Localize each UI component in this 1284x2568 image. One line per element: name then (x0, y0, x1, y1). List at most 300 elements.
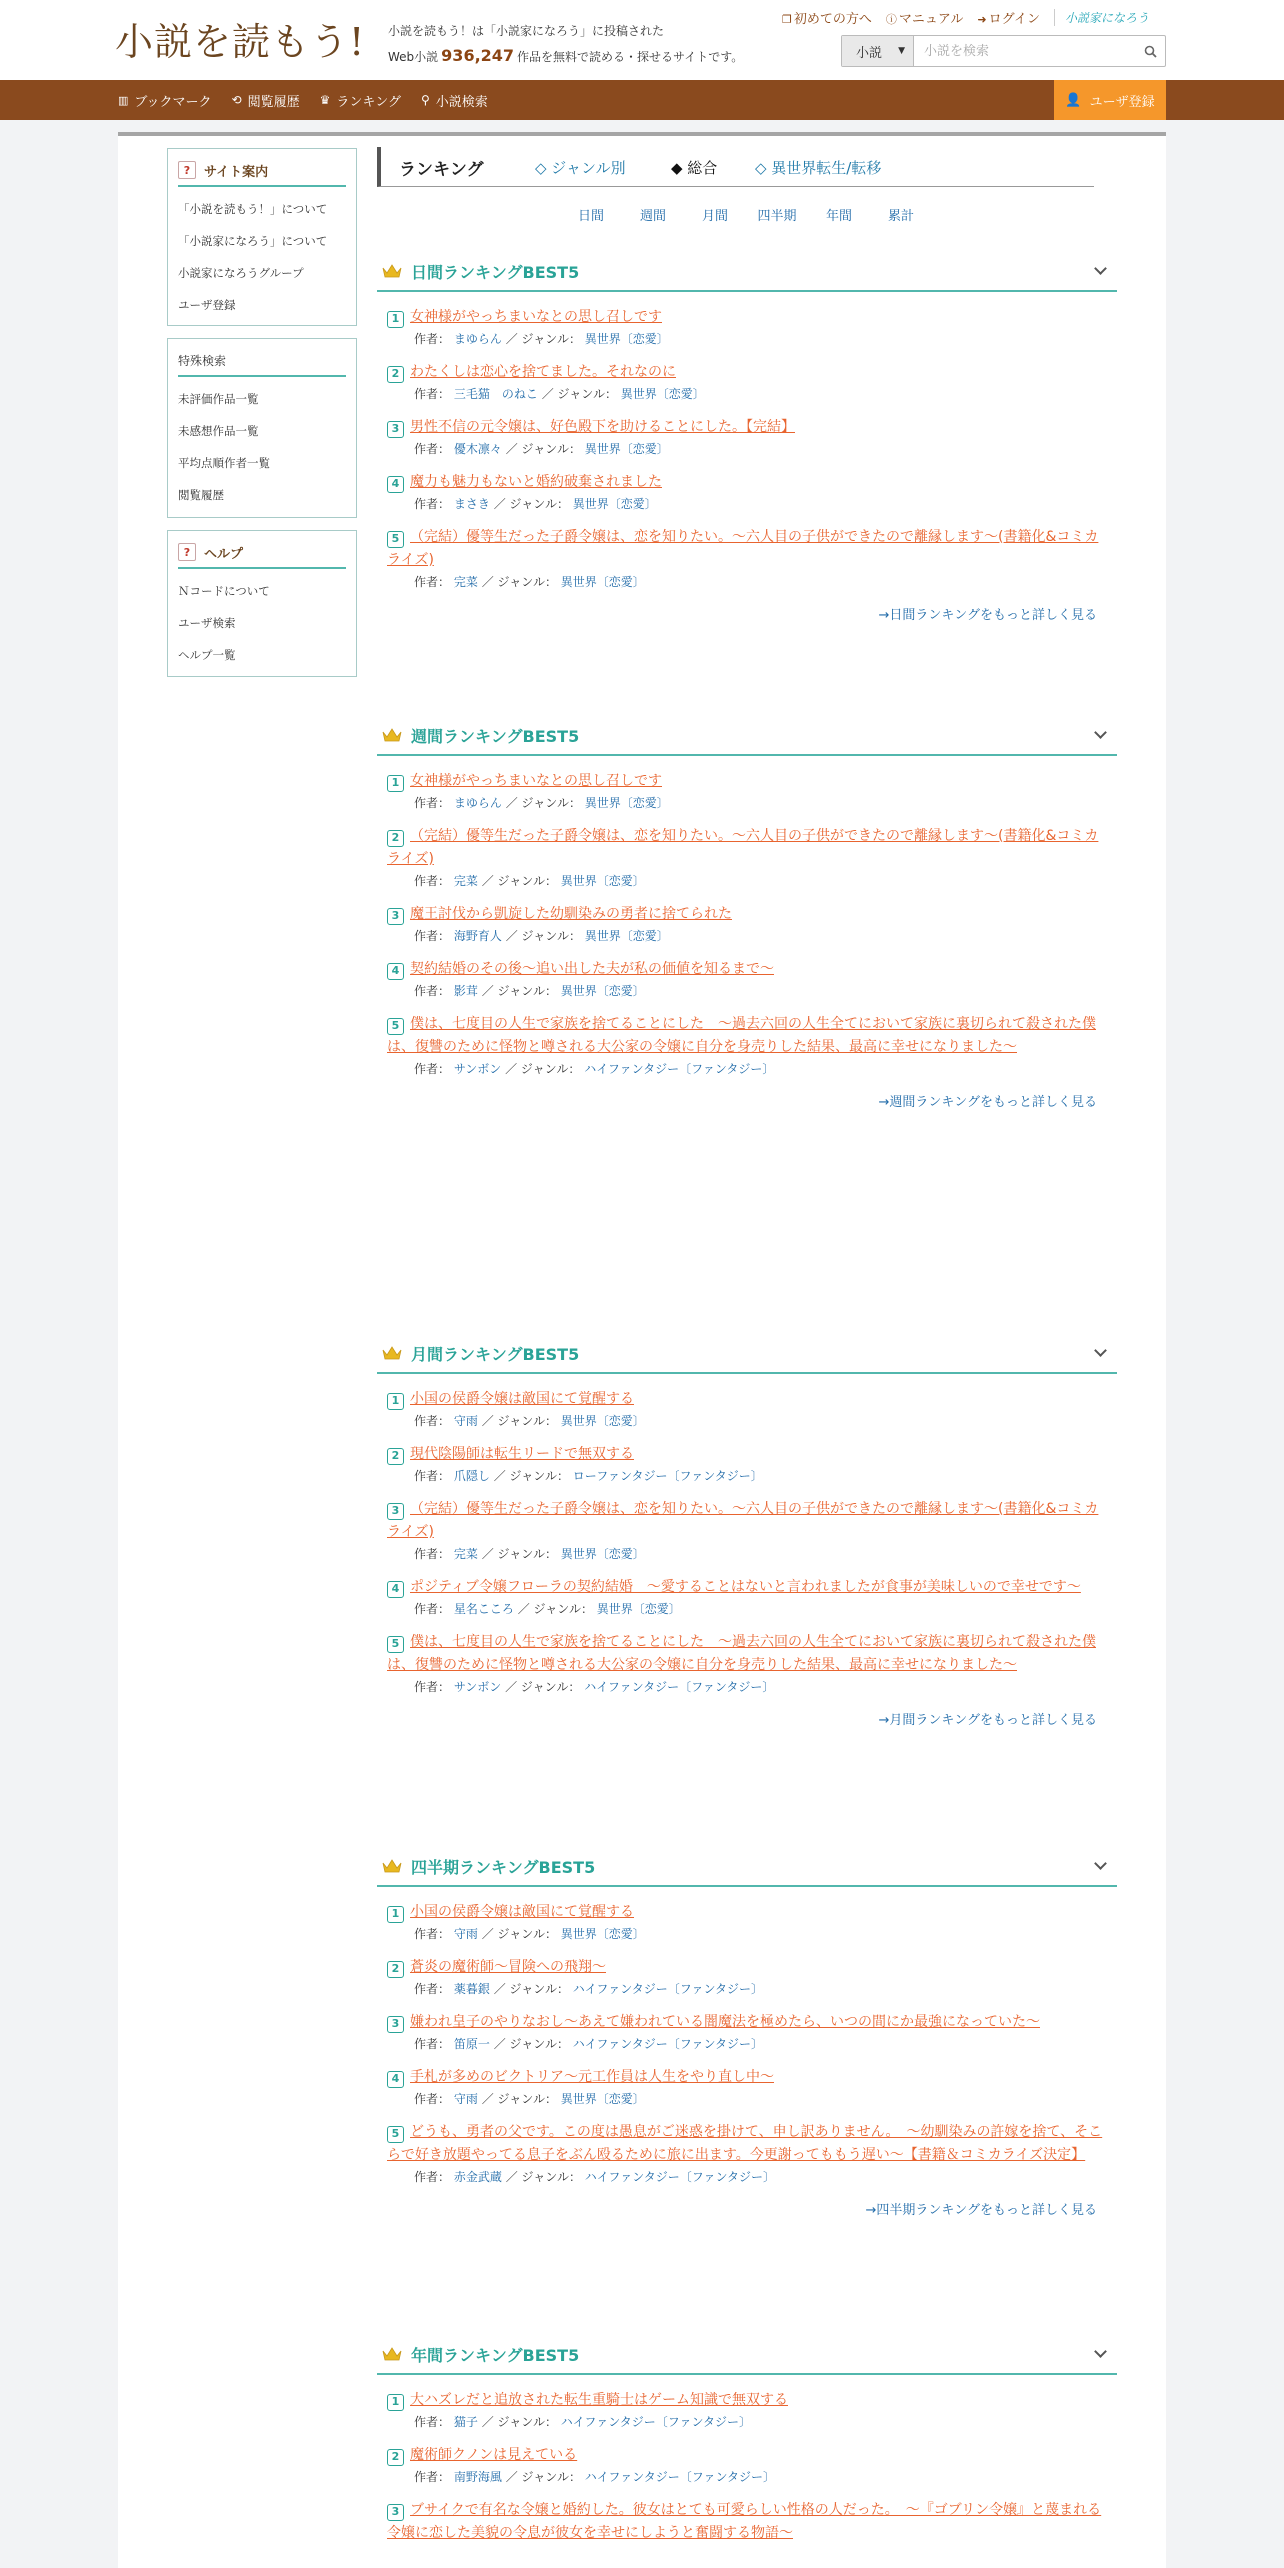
genre-link[interactable]: 異世界〔恋愛〕 (584, 332, 669, 346)
genre-link[interactable]: ハイファンタジー〔ファンタジー〕 (584, 1680, 775, 1694)
rank-number: 3 (387, 2504, 404, 2521)
naro-site-link[interactable]: 小説家になろう (1054, 9, 1149, 26)
section-title: 日間ランキングBEST5 (411, 262, 580, 282)
novel-title: 手札が多めのビクトリア〜元工作員は人生をやり直し中〜 (410, 2069, 774, 2085)
genre-link[interactable]: 異世界〔恋愛〕 (584, 442, 669, 456)
genre-label: ／ ジャンル： (481, 1927, 557, 1941)
more-ranking-link[interactable]: →四半期ランキングをもっと詳しく見る (865, 2203, 1097, 2218)
search-form (841, 35, 1166, 67)
help-title: ヘルプ (204, 546, 244, 562)
entry-meta (414, 1467, 1109, 1484)
period-monthly[interactable]: 月間 (701, 209, 728, 224)
author-label: 作者： (414, 929, 451, 943)
section-header[interactable] (377, 1847, 1117, 1887)
novel-title: 魔王討伐から凱旋した幼馴染みの勇者に捨てられた (410, 906, 732, 922)
section-header[interactable] (377, 252, 1117, 292)
novel-title-link[interactable] (387, 526, 1109, 572)
novel-title: どうも、勇者の父です。この度は愚息がご迷惑を掛けて、申し訳ありません。 〜幼馴染みの許嫁を捨て、そこらで好き放題やってる息子をぶん殴るために旅に出ます。今更謝ってももう遅い～【書籍＆コミカライズ決定】 (387, 2124, 1103, 2163)
genre-label: ／ ジャンル： (541, 387, 617, 401)
author-label: 作者： (414, 1602, 451, 1616)
ranking-entry (387, 416, 1109, 457)
novel-title-link[interactable] (387, 1901, 1109, 1924)
rank-number: 2 (387, 366, 404, 383)
search-icon: ⚲ (420, 93, 430, 107)
beginners-link[interactable] (782, 8, 872, 27)
novel-title-link[interactable] (387, 903, 1109, 926)
section-header[interactable] (377, 1334, 1117, 1374)
beginners-link-label: 初めての方へ (793, 12, 872, 27)
ranking-section (377, 1847, 1117, 2218)
rank-number: 5 (387, 1018, 404, 1035)
ranking-entry (387, 770, 1109, 811)
more-ranking-link[interactable]: →月間ランキングをもっと詳しく見る (878, 1713, 1097, 1728)
genre-link[interactable]: 異世界〔恋愛〕 (560, 1414, 645, 1428)
rank-number: 4 (387, 2071, 404, 2088)
genre-link[interactable]: 異世界〔恋愛〕 (584, 796, 669, 810)
main-nav (0, 80, 1284, 120)
section-title: 年間ランキングBEST5 (411, 2345, 580, 2365)
rank-number: 1 (387, 2394, 404, 2411)
novel-title: 大ハズレだと追放された転生重騎士はゲーム知識で無双する (410, 2392, 788, 2408)
entry-meta (414, 495, 1109, 512)
author-link[interactable]: 影茸 (453, 984, 478, 998)
tagline-suffix: 作品を無料で読める・探せるサイトです。 (517, 50, 744, 64)
novel-title-link[interactable] (387, 471, 1109, 494)
entry-meta (414, 440, 1109, 457)
rank-number: 2 (387, 2449, 404, 2466)
rank-number: 3 (387, 908, 404, 925)
genre-link[interactable]: 異世界〔恋愛〕 (560, 1547, 645, 1561)
novel-title-link[interactable] (387, 2499, 1109, 2545)
genre-link[interactable]: 異世界〔恋愛〕 (584, 929, 669, 943)
login-link[interactable] (977, 8, 1040, 27)
entry-meta (414, 1678, 1109, 1695)
novel-title: ブサイクで有名な令嬢と婚約した。彼女はとても可愛らしい性格の人だった。 ～『ゴブリン令嬢』と蔑まれる令嬢に恋した美貌の令息が彼女を幸せにしようと奮闘する物語～ (387, 2502, 1102, 2541)
sidebar-item-history[interactable]: 閲覧履歴 (178, 488, 224, 502)
bookmark-icon: ▥ (118, 93, 129, 107)
author-label: 作者： (414, 1414, 451, 1428)
search-button[interactable] (1135, 36, 1165, 66)
novel-title-link[interactable] (387, 361, 1109, 384)
genre-link[interactable]: 異世界〔恋愛〕 (560, 575, 645, 589)
author-link[interactable]: 守雨 (453, 2092, 478, 2106)
sidebar-item-about-yomou[interactable]: 「小説を読もう！」について (178, 202, 328, 216)
author-link[interactable]: まゆらん (453, 332, 502, 346)
sidebar-help (167, 530, 357, 677)
crown-icon (381, 1858, 403, 1874)
author-label: 作者： (414, 2092, 451, 2106)
sidebar-special-search (167, 338, 357, 518)
period-links (560, 205, 932, 224)
sidebar-item-help-list[interactable]: ヘルプ一覧 (178, 648, 236, 662)
sidebar-item-about-narou[interactable]: 「小説家になろう」について (178, 234, 328, 248)
chevron-down-icon[interactable] (1094, 726, 1107, 739)
book-icon: ❐ (782, 13, 792, 26)
novel-title: （完結）優等生だった子爵令嬢は、恋を知りたい。～六人目の子供ができたので離縁します～(書籍化&コミカライズ) (387, 1501, 1099, 1540)
novel-title: 嫌われ皇子のやりなおし～あえて嫌われている闇魔法を極めたら、いつの間にか最強になっていた～ (410, 2014, 1040, 2030)
period-daily[interactable]: 日間 (577, 209, 604, 224)
rank-number: 1 (387, 311, 404, 328)
ranking-entry (387, 306, 1109, 347)
section-header[interactable] (377, 716, 1117, 756)
sidebar-item-no-review[interactable]: 未感想作品一覧 (178, 424, 259, 438)
section-title: 四半期ランキングBEST5 (411, 1857, 596, 1877)
nav-bookmark[interactable] (118, 91, 212, 110)
crown-icon (381, 727, 403, 743)
ranking-section (377, 716, 1117, 1110)
entry-meta (414, 1060, 1109, 1077)
more-ranking-link[interactable]: →週間ランキングをもっと詳しく見る (878, 1095, 1097, 1110)
ranking-entry (387, 1576, 1109, 1617)
tab-isekai[interactable]: ◇ 異世界転生/転移 (755, 159, 882, 177)
entry-meta (414, 2168, 1109, 2185)
register-label: ユーザ登録 (1089, 94, 1155, 110)
novel-title: 小国の侯爵令嬢は敵国にて覚醒する (410, 1904, 634, 1920)
author-link[interactable]: 守雨 (453, 1414, 478, 1428)
novel-title-link[interactable] (387, 1576, 1109, 1599)
site-guide-heading (178, 155, 346, 187)
author-label: 作者： (414, 2170, 451, 2184)
genre-link[interactable]: ローファンタジー〔ファンタジー〕 (572, 1469, 763, 1483)
genre-label: ／ ジャンル： (481, 1414, 557, 1428)
ranking-section (377, 2335, 1117, 2559)
novel-title: 魔力も魅力もないと婚約破棄されました (410, 474, 662, 490)
rank-number: 2 (387, 1448, 404, 1465)
sidebar-item-user-register[interactable]: ユーザ登録 (178, 298, 236, 312)
novel-title-link[interactable] (387, 2389, 1109, 2412)
author-label: 作者： (414, 874, 451, 888)
genre-label: ／ ジャンル： (505, 2170, 581, 2184)
chevron-down-icon: ▼ (898, 46, 905, 56)
entry-meta (414, 385, 1109, 402)
chevron-down-icon[interactable] (1094, 2345, 1107, 2358)
entry-meta (414, 927, 1109, 944)
logo-text: 小説を読もう! (115, 20, 366, 64)
author-link[interactable]: 爪隠し (453, 1469, 490, 1483)
ranking-entry (387, 825, 1109, 889)
sidebar-item-unrated[interactable]: 未評価作品一覧 (178, 392, 259, 406)
chevron-down-icon[interactable] (1094, 262, 1107, 275)
entry-meta (414, 794, 1109, 811)
ranking-section (377, 252, 1117, 623)
author-link[interactable]: 笛原一 (453, 2037, 490, 2051)
ranking-entry (387, 903, 1109, 944)
author-link[interactable]: サンボン (453, 1062, 502, 1076)
novel-title: 僕は、七度目の人生で家族を捨てることにした ～過去六回の人生全てにおいて家族に裏切られて殺された僕は、復讐のために怪物と噂される大公家の令嬢に自分を身売りした結果、最高に幸せになりました～ (387, 1016, 1096, 1055)
period-total[interactable]: 累計 (887, 209, 914, 224)
rank-number: 3 (387, 2016, 404, 2033)
author-link[interactable]: 完菜 (453, 575, 478, 589)
novel-title: わたくしは恋心を捨てました。それなのに (410, 364, 676, 380)
ranking-tabs (377, 147, 1094, 187)
site-logo[interactable] (115, 14, 373, 70)
chevron-down-icon[interactable] (1094, 1344, 1107, 1357)
novel-title-link[interactable] (387, 958, 1109, 981)
genre-link[interactable]: ハイファンタジー〔ファンタジー〕 (560, 2415, 751, 2429)
period-quarterly[interactable]: 四半期 (757, 209, 797, 224)
rank-number: 5 (387, 2126, 404, 2143)
history-icon: ⟲ (231, 93, 242, 107)
genre-link[interactable]: 異世界〔恋愛〕 (560, 1927, 645, 1941)
genre-label: ／ ジャンル： (493, 1982, 569, 1996)
rank-number: 3 (387, 1503, 404, 1520)
author-label: 作者： (414, 1547, 451, 1561)
novel-title-link[interactable] (387, 2011, 1109, 2034)
author-label: 作者： (414, 2470, 451, 2484)
novel-title: 契約結婚のその後〜追い出した夫が私の価値を知るまで〜 (410, 961, 774, 977)
entry-meta (414, 1600, 1109, 1617)
genre-label: ／ ジャンル： (517, 1602, 593, 1616)
author-link[interactable]: まゆらん (453, 796, 502, 810)
sidebar-item-narou-group[interactable]: 小説家になろうグループ (178, 266, 304, 280)
period-weekly[interactable]: 週間 (639, 209, 666, 224)
author-link[interactable]: 完菜 (453, 1547, 478, 1561)
rank-number: 1 (387, 1906, 404, 1923)
novel-title-link[interactable] (387, 1013, 1109, 1059)
tagline-prefix: Web小説 (388, 50, 439, 64)
entry-meta (414, 1412, 1109, 1429)
ranking-entry (387, 2389, 1109, 2430)
ranking-entry (387, 1388, 1109, 1429)
author-label: 作者： (414, 1927, 451, 1941)
ranking-entry (387, 471, 1109, 512)
genre-label: ／ ジャンル： (505, 796, 581, 810)
ranking-entry (387, 526, 1109, 590)
ranking-entry (387, 1901, 1109, 1942)
manual-link-label: マニュアル (898, 12, 964, 27)
entry-meta (414, 2413, 1109, 2430)
header-links (782, 8, 1149, 27)
entry-meta (414, 2090, 1109, 2107)
novel-title-link[interactable] (387, 1388, 1109, 1411)
crown-icon (381, 1345, 403, 1361)
author-label: 作者： (414, 332, 451, 346)
genre-link[interactable]: 異世界〔恋愛〕 (560, 984, 645, 998)
author-label: 作者： (414, 1680, 451, 1694)
search-type-value: 小説 (856, 45, 883, 61)
user-register-button[interactable] (1054, 80, 1166, 120)
rank-number: 1 (387, 775, 404, 792)
nav-history[interactable] (232, 91, 300, 110)
entry-meta (414, 872, 1109, 889)
genre-label: ／ ジャンル： (481, 2092, 557, 2106)
genre-label: ／ ジャンル： (493, 497, 569, 511)
question-icon: ? (178, 543, 196, 561)
search-input[interactable] (914, 36, 1135, 66)
user-icon: 👤 (1065, 92, 1082, 108)
period-yearly[interactable]: 年間 (825, 209, 852, 224)
ranking-entry (387, 2499, 1109, 2545)
novel-title-link[interactable] (387, 306, 1109, 329)
author-link[interactable]: サンボン (453, 1680, 502, 1694)
genre-link[interactable]: ハイファンタジー〔ファンタジー〕 (584, 2170, 775, 2184)
more-ranking-link[interactable]: →日間ランキングをもっと詳しく見る (878, 608, 1097, 623)
crown-icon: ♛ (319, 93, 331, 107)
work-count: 936,247 (441, 46, 515, 65)
author-label: 作者： (414, 575, 451, 589)
genre-link[interactable]: ハイファンタジー〔ファンタジー〕 (584, 1062, 775, 1076)
question-icon: ? (178, 161, 196, 179)
genre-label: ／ ジャンル： (481, 874, 557, 888)
novel-title: 女神様がやっちまいなとの思し召しです (410, 309, 662, 325)
genre-label: ／ ジャンル： (505, 442, 581, 456)
entry-meta (414, 330, 1109, 347)
author-link[interactable]: 海野育人 (453, 929, 502, 943)
genre-link[interactable]: 異世界〔恋愛〕 (620, 387, 705, 401)
site-guide-title: サイト案内 (204, 164, 269, 180)
rank-number: 1 (387, 1393, 404, 1410)
genre-link[interactable]: ハイファンタジー〔ファンタジー〕 (572, 2037, 763, 2051)
sidebar-site-guide (167, 148, 357, 326)
rank-number: 4 (387, 963, 404, 980)
section-header[interactable] (377, 2335, 1117, 2375)
author-link[interactable]: 守雨 (453, 1927, 478, 1941)
genre-label: ／ ジャンル： (505, 332, 581, 346)
ranking-entry (387, 1956, 1109, 1997)
author-label: 作者： (414, 387, 451, 401)
genre-label: ／ ジャンル： (481, 1547, 557, 1561)
genre-link[interactable]: ハイファンタジー〔ファンタジー〕 (572, 1982, 763, 1996)
ranking-heading: ランキング (399, 160, 484, 180)
entry-meta (414, 1925, 1109, 1942)
ranking-entry (387, 361, 1109, 402)
genre-label: ／ ジャンル： (505, 2470, 581, 2484)
site-header (0, 0, 1284, 80)
genre-link[interactable]: 異世界〔恋愛〕 (560, 874, 645, 888)
author-link[interactable]: 優木凛々 (453, 442, 502, 456)
sidebar-item-ncode[interactable]: Ｎコードについて (178, 584, 270, 598)
tab-genre[interactable]: ◇ ジャンル別 (535, 159, 626, 177)
rank-number: 5 (387, 531, 404, 548)
genre-link[interactable]: 異世界〔恋愛〕 (560, 2092, 645, 2106)
tagline: 小説を読もう！は「小説家になろう」に投稿された (388, 24, 665, 38)
novel-title-link[interactable] (387, 1631, 1109, 1677)
genre-link[interactable]: 異世界〔恋愛〕 (572, 497, 657, 511)
question-circle-icon: ⓘ (885, 13, 897, 26)
special-search-heading: 特殊検索 (178, 345, 346, 377)
author-label: 作者： (414, 1469, 451, 1483)
sidebar-item-user-search[interactable]: ユーザ検索 (178, 616, 236, 630)
novel-title-link[interactable] (387, 2121, 1109, 2167)
nav-search[interactable] (421, 91, 488, 110)
crown-icon (381, 2346, 403, 2362)
login-icon: ➜ (977, 13, 987, 26)
ranking-entry (387, 1013, 1109, 1077)
author-link[interactable]: 南野海風 (453, 2470, 502, 2484)
novel-title: 現代陰陽師は転生リードで無双する (410, 1446, 634, 1462)
crown-icon (381, 263, 403, 279)
genre-link[interactable]: ハイファンタジー〔ファンタジー〕 (584, 2470, 775, 2484)
author-label: 作者： (414, 2037, 451, 2051)
novel-title: 魔術師クノンは見えている (410, 2447, 578, 2463)
novel-title-link[interactable] (387, 2066, 1109, 2089)
help-heading (178, 537, 346, 569)
entry-meta (414, 573, 1109, 590)
genre-label: ／ ジャンル： (481, 2415, 557, 2429)
chevron-down-icon[interactable] (1094, 1857, 1107, 1870)
tagline-count (388, 46, 743, 65)
rank-number: 2 (387, 1961, 404, 1978)
section-title: 週間ランキングBEST5 (411, 726, 580, 746)
nav-history-label: 閲覧履歴 (247, 94, 300, 110)
genre-label: ／ ジャンル： (505, 929, 581, 943)
novel-title: 女神様がやっちまいなとの思し召しです (410, 773, 662, 789)
ranking-entry (387, 1631, 1109, 1695)
author-label: 作者： (414, 2415, 451, 2429)
genre-label: ／ ジャンル： (505, 1680, 581, 1694)
author-label: 作者： (414, 497, 451, 511)
ranking-entry (387, 2011, 1109, 2052)
ranking-entry (387, 1498, 1109, 1562)
novel-title-link[interactable] (387, 825, 1109, 871)
novel-title-link[interactable] (387, 416, 1109, 439)
rank-number: 4 (387, 476, 404, 493)
author-link[interactable]: 三毛猫 のねこ (453, 387, 538, 401)
author-link[interactable]: 猫子 (453, 2415, 478, 2429)
author-label: 作者： (414, 984, 451, 998)
tab-overall[interactable]: ◆ 総合 (671, 159, 718, 177)
ranking-entry (387, 2066, 1109, 2107)
manual-link[interactable] (886, 8, 963, 27)
author-label: 作者： (414, 442, 451, 456)
search-type-select[interactable] (842, 36, 914, 66)
genre-label: ／ ジャンル： (481, 984, 557, 998)
genre-label: ／ ジャンル： (505, 1062, 581, 1076)
section-title: 月間ランキングBEST5 (411, 1344, 580, 1364)
novel-title-link[interactable] (387, 1956, 1109, 1979)
author-label: 作者： (414, 1062, 451, 1076)
author-link[interactable]: 赤金武蔵 (453, 2170, 502, 2184)
login-link-label: ログイン (988, 12, 1040, 27)
entry-meta (414, 1980, 1109, 1997)
novel-title: （完結）優等生だった子爵令嬢は、恋を知りたい。～六人目の子供ができたので離縁します～(書籍化&コミカライズ) (387, 828, 1099, 867)
nav-ranking[interactable] (320, 91, 401, 110)
author-link[interactable]: 星名こころ (453, 1602, 514, 1616)
entry-meta (414, 982, 1109, 999)
nav-bookmark-label: ブックマーク (134, 94, 212, 110)
novel-title-link[interactable] (387, 1443, 1109, 1466)
novel-title-link[interactable] (387, 770, 1109, 793)
novel-title: 蒼炎の魔術師〜冒険への飛翔〜 (410, 1959, 606, 1975)
genre-link[interactable]: 異世界〔恋愛〕 (596, 1602, 681, 1616)
author-link[interactable]: 薬暮銀 (453, 1982, 490, 1996)
novel-title: 僕は、七度目の人生で家族を捨てることにした ～過去六回の人生全てにおいて家族に裏切られて殺された僕は、復讐のために怪物と噂される大公家の令嬢に自分を身売りした結果、最高に幸せになりました～ (387, 1634, 1096, 1673)
author-label: 作者： (414, 1982, 451, 1996)
author-label: 作者： (414, 796, 451, 810)
ranking-entry (387, 2444, 1109, 2485)
rank-number: 2 (387, 830, 404, 847)
nav-search-label: 小説検索 (435, 94, 488, 110)
sidebar-item-avg-score[interactable]: 平均点順作者一覧 (178, 456, 270, 470)
ranking-entry (387, 958, 1109, 999)
author-link[interactable]: 完菜 (453, 874, 478, 888)
rank-number: 5 (387, 1636, 404, 1653)
novel-title: 小国の侯爵令嬢は敵国にて覚醒する (410, 1391, 634, 1407)
entry-meta (414, 2468, 1109, 2485)
novel-title: 男性不信の元令嬢は、好色殿下を助けることにした。【完結】 (410, 419, 795, 435)
author-link[interactable]: まさき (453, 497, 490, 511)
genre-label: ／ ジャンル： (493, 1469, 569, 1483)
novel-title-link[interactable] (387, 2444, 1109, 2467)
novel-title-link[interactable] (387, 1498, 1109, 1544)
novel-title: ポジティブ令嬢フローラの契約結婚 ～愛することはないと言われましたが食事が美味しいので幸せです～ (410, 1579, 1081, 1595)
genre-label: ／ ジャンル： (493, 2037, 569, 2051)
ranking-entry (387, 2121, 1109, 2185)
rank-number: 3 (387, 421, 404, 438)
genre-label: ／ ジャンル： (481, 575, 557, 589)
entry-meta (414, 1545, 1109, 1562)
search-icon (1144, 45, 1157, 58)
